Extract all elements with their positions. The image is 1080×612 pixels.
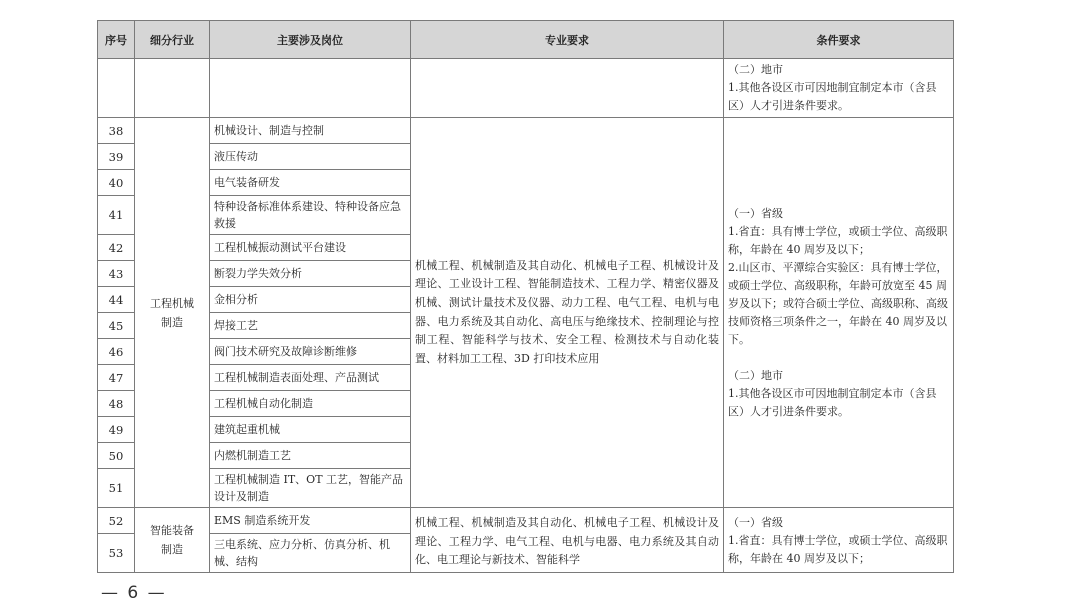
- serial-cell: 41: [98, 196, 135, 235]
- condition-spacer: [728, 349, 949, 367]
- segment-label: 工程机械制造: [150, 296, 194, 329]
- serial-cell: 53: [98, 534, 135, 573]
- table-row: [98, 118, 954, 144]
- post-cell: 建筑起重机械: [210, 417, 411, 443]
- provincial-condition-text: 1.省直：具有博士学位，或硕士学位、高级职称，年龄在 40 周岁及以下；: [728, 224, 948, 256]
- continued-post-cell: [210, 59, 411, 118]
- serial-cell: 51: [98, 469, 135, 508]
- serial-cell: 52: [98, 508, 135, 534]
- provincial-condition-head: （一）省级: [728, 206, 783, 220]
- majors-cell: [411, 508, 724, 573]
- serial-cell: 43: [98, 261, 135, 287]
- serial-cell: 39: [98, 144, 135, 170]
- city-condition-head: （二）地市: [728, 368, 783, 382]
- segment-cell: [135, 508, 210, 573]
- header-posts: 主要涉及岗位: [210, 21, 411, 59]
- conditions-cell: [724, 118, 954, 508]
- post-cell: 液压传动: [210, 144, 411, 170]
- post-cell: 阀门技术研究及故障诊断维修: [210, 339, 411, 365]
- post-cell: 机械设计、制造与控制: [210, 118, 411, 144]
- serial-cell: 44: [98, 287, 135, 313]
- header-majors: 专业要求: [411, 21, 724, 59]
- header-conditions: 条件要求: [724, 21, 954, 59]
- table-header-row: [98, 21, 954, 59]
- post-cell: 焊接工艺: [210, 313, 411, 339]
- continued-segment-cell: [135, 59, 210, 118]
- continued-conditions-cell: [724, 59, 954, 118]
- serial-cell: 46: [98, 339, 135, 365]
- majors-text: 机械工程、机械制造及其自动化、机械电子工程、机械设计及理论、工业设计工程、智能制造技术、工程力学、精密仪器及机械、测试计量技术及仪器、动力工程、电气工程、电机与电器、电力系统及其自动化、高电压与绝缘技术、控制理论与控制工程、智能科学与技术、安全工程、检测技术与自动化装置、材料加工工程、3D 打印技术应用: [415, 258, 719, 365]
- segment-label: 智能装备制造: [150, 524, 194, 556]
- post-cell: EMS 制造系统开发: [210, 508, 411, 534]
- post-cell: 特种设备标准体系建设、特种设备应急救援: [210, 196, 411, 235]
- post-cell: 工程机械自动化制造: [210, 391, 411, 417]
- serial-cell: 47: [98, 365, 135, 391]
- conditions-block: [728, 205, 949, 421]
- post-cell: 断裂力学失效分析: [210, 261, 411, 287]
- continued-major-cell: [411, 59, 724, 118]
- table-row: [98, 508, 954, 534]
- provincial-condition-text: 2.山区市、平潭综合实验区：具有博士学位，或硕士学位、高级职称，年龄可放宽至 45 周岁及以下；或符合硕士学位、高级职称、高级技师资格三项条件之一，年龄在 40 周岁及以下。: [728, 260, 948, 346]
- header-segment: 细分行业: [135, 21, 210, 59]
- continued-condition-text: 1.其他各设区市可因地制宜制定本市（含县区）人才引进条件要求。: [728, 81, 937, 112]
- city-condition-text: 1.其他各设区市可因地制宜制定本市（含县区）人才引进条件要求。: [728, 386, 937, 418]
- continued-row: [98, 59, 954, 118]
- post-cell: 金相分析: [210, 287, 411, 313]
- post-cell: 电气装备研发: [210, 170, 411, 196]
- post-cell: 三电系统、应力分析、仿真分析、机械、结构: [210, 534, 411, 573]
- conditions-block: [728, 514, 949, 566]
- post-cell: 工程机械制造表面处理、产品测试: [210, 365, 411, 391]
- post-cell: 工程机械振动测试平台建设: [210, 235, 411, 261]
- segment-cell: [135, 118, 210, 508]
- serial-cell: 48: [98, 391, 135, 417]
- majors-cell: [411, 118, 724, 508]
- header-serial: 序号: [98, 21, 135, 59]
- post-cell: 内燃机制造工艺: [210, 443, 411, 469]
- serial-cell: 38: [98, 118, 135, 144]
- serial-cell: 40: [98, 170, 135, 196]
- serial-cell: 49: [98, 417, 135, 443]
- talent-requirements-table: [97, 20, 954, 573]
- continued-condition-head: （二）地市: [728, 63, 783, 76]
- continued-serial-cell: [98, 59, 135, 118]
- majors-text: 机械工程、机械制造及其自动化、机械电子工程、机械设计及理论、工程力学、电气工程、电机与电器、电力系统及其自动化、电工理论与新技术、智能科学: [415, 516, 719, 566]
- provincial-condition-head: （一）省级: [728, 516, 783, 529]
- conditions-cell: [724, 508, 954, 573]
- serial-cell: 45: [98, 313, 135, 339]
- serial-cell: 42: [98, 235, 135, 261]
- page-number: — 6 —: [101, 583, 167, 603]
- post-cell: 工程机械制造 IT、OT 工艺，智能产品设计及制造: [210, 469, 411, 508]
- serial-cell: 50: [98, 443, 135, 469]
- provincial-condition-text: 1.省直：具有博士学位，或硕士学位、高级职称，年龄在 40 周岁及以下；: [728, 534, 948, 565]
